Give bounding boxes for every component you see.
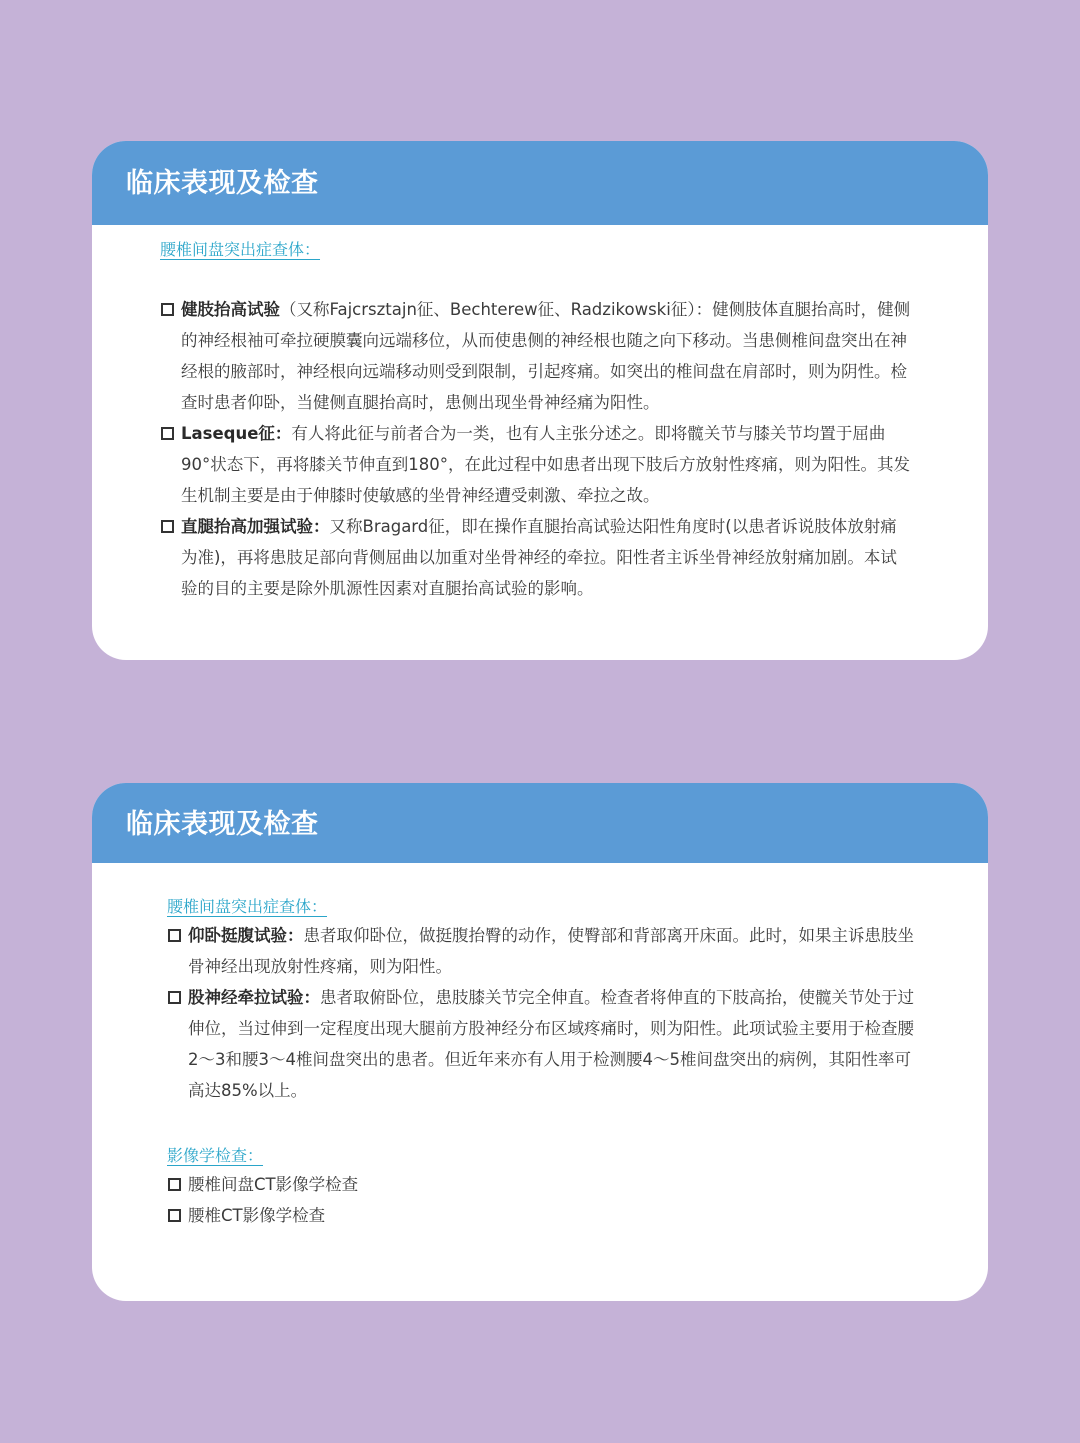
card-title: 临床表现及检查 bbox=[92, 783, 988, 863]
section-label-imaging: 影像学检查： bbox=[167, 1146, 264, 1165]
item-description: 有人将此征与前者合为一类，也有人主张分述之。即将髋关节与膝关节均置于屈曲90°状态下，再将膝关节伸直到180°，在此过程中如患者出现下肢后方放射性疼痛，则为阳性。其发生机制主要是由于伸膝时使敏感的坐骨神经遭受刺激、牵拉之故。 bbox=[181, 424, 910, 505]
list-item bbox=[188, 920, 918, 982]
list-item bbox=[188, 982, 918, 1106]
list-item bbox=[181, 511, 911, 604]
item-term: 仰卧挺腹试验： bbox=[188, 926, 304, 945]
checkbox-square-icon bbox=[168, 929, 181, 942]
item-description: （又称Fajcrsztajn征、Bechterew征、Radzikowski征）：健侧肢体直腿抬高时，健侧的神经根袖可牵拉硬膜囊向远端移位，从而使患侧的神经根也随之向下移动。当患侧椎间盘突出在神经根的腋部时，神经根向远端移动则受到限制，引起疼痛。如突出的椎间盘在肩部时，则为阴性。检查时患者仰卧，当健侧直腿抬高时，患侧出现坐骨神经痛为阳性。 bbox=[181, 300, 911, 412]
item-term: Laseque征： bbox=[181, 424, 292, 443]
list-item bbox=[188, 1169, 358, 1200]
item-description: 患者取俯卧位，患肢膝关节完全伸直。检查者将伸直的下肢高抬，使髋关节处于过伸位，当过伸到一定程度出现大腿前方股神经分布区域疼痛时，则为阳性。此项试验主要用于检查腰2～3和腰3～4椎间盘突出的患者。但近年来亦有人用于检测腰4～5椎间盘突出的病例，其阳性率可高达85%以上。 bbox=[188, 988, 914, 1100]
checkbox-square-icon bbox=[168, 1178, 181, 1191]
imaging-item-text: 腰椎CT影像学检查 bbox=[188, 1206, 326, 1225]
item-term: 股神经牵拉试验： bbox=[188, 988, 320, 1007]
item-term: 健肢抬高试验 bbox=[181, 300, 280, 319]
item-description: 又称Bragard征，即在操作直腿抬高试验达阳性角度时(以患者诉说肢体放射痛为准)，再将患肢足部向背侧屈曲以加重对坐骨神经的牵拉。阳性者主诉坐骨神经放射痛加剧。本试验的目的主要是除外肌源性因素对直腿抬高试验的影响。 bbox=[181, 517, 897, 598]
checkbox-square-icon bbox=[168, 1209, 181, 1222]
list-item bbox=[181, 294, 911, 418]
card-title: 临床表现及检查 bbox=[92, 141, 988, 225]
card-clinical-exam-1 bbox=[92, 141, 988, 660]
list-item bbox=[181, 418, 911, 511]
imaging-item-text: 腰椎间盘CT影像学检查 bbox=[188, 1175, 359, 1194]
section-label-physical-exam: 腰椎间盘突出症查体： bbox=[160, 240, 321, 259]
item-description: 患者取仰卧位，做挺腹抬臀的动作，使臀部和背部离开床面。此时，如果主诉患肢坐骨神经出现放射性疼痛，则为阳性。 bbox=[188, 926, 914, 976]
checkbox-square-icon bbox=[161, 427, 174, 440]
list-item bbox=[188, 1200, 325, 1231]
card-clinical-exam-2 bbox=[92, 783, 988, 1301]
section-label-physical-exam: 腰椎间盘突出症查体： bbox=[167, 897, 328, 916]
checkbox-square-icon bbox=[168, 991, 181, 1004]
item-term: 直腿抬高加强试验： bbox=[181, 517, 330, 536]
checkbox-square-icon bbox=[161, 303, 174, 316]
checkbox-square-icon bbox=[161, 520, 174, 533]
